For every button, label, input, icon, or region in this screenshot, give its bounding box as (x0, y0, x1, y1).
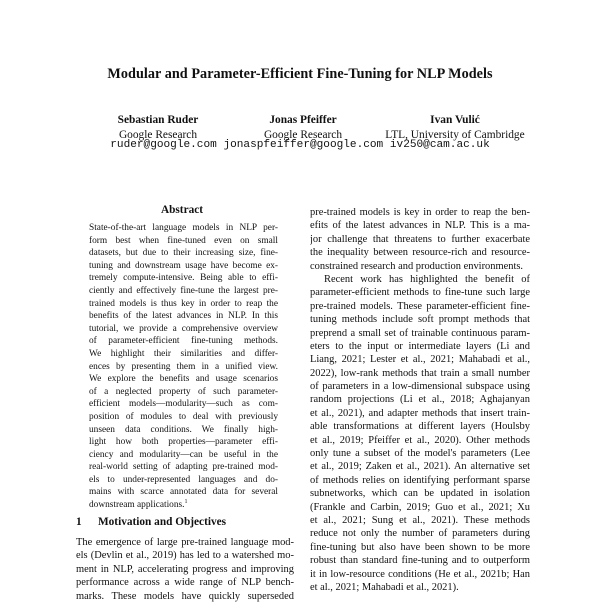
abstract-line: real-world setting of adapting pre-trained mod- (89, 462, 278, 473)
body-line: eters to the input or intermediate layers (Li and (310, 340, 530, 352)
body-line: able transformations at different layers (Houlsby (310, 421, 530, 433)
body-line: the inequality between resource-rich and resource- (310, 247, 530, 259)
abstract-line: We explore the benefits and usage scenarios (89, 374, 278, 385)
body-line: Liang, 2021; Lester et al., 2021; Mahabadi et al., (310, 354, 530, 366)
body-line: of parameters in a low-dimensional subspace using (310, 381, 530, 393)
body-line: et al., 2019; Zaken et al., 2021). An alternative set (310, 461, 530, 473)
body-line: et al., 2021), and adapter methods that insert train- (310, 407, 530, 419)
body-line: only tune a subset of the model's parameters (Lee (310, 448, 530, 460)
paper-title: Modular and Parameter-Efficient Fine-Tuning for NLP Models (107, 66, 493, 82)
body-line: et al., 2021; Sung et al., 2021). These methods (310, 514, 530, 526)
body-line: parameter-efficient methods to fine-tune such large (310, 287, 530, 299)
author-name: Jonas Pfeiffer (269, 114, 337, 126)
author-emails: ruder@google.com jonaspfeiffer@google.com iv250@cam.ac.uk (110, 139, 490, 151)
abstract-line: tremely compute-intensive. Being able to effi- (89, 273, 278, 284)
author-affiliation: LTL, University of Cambridge (385, 129, 525, 141)
body-line: efits of the latest advances in NLP. This is a ma- (310, 220, 530, 232)
abstract-line: ences by presenting them in a unified view. (89, 361, 278, 372)
body-line: robust than standard fine-tuning and to outperform (310, 555, 530, 567)
abstract-line: downstream applications.$^1$ (89, 499, 188, 511)
body-line: et al., 2019; Pfeiffer et al., 2020). Other methods (310, 434, 530, 446)
body-line: els (Devlin et al., 2019) has led to a watershed mo- (76, 550, 294, 562)
abstract-line: State-of-the-art language models in NLP per- (89, 223, 278, 233)
body-line: (Frankle and Carbin, 2019; Guo et al., 2021; Xu (310, 501, 530, 513)
body-line: pre-trained models. These parameter-efficient fine- (310, 300, 530, 312)
body-line: pre-trained models is key in order to reap the ben- (310, 207, 530, 218)
body-line: reduce not only the number of parameters during (310, 528, 530, 540)
author-affiliation: Google Research (263, 129, 343, 141)
abstract-line: of a neglected property of such parameter- (89, 386, 278, 397)
body-line: preprend a small set of trainable continuous param- (310, 327, 530, 339)
author-name: Ivan Vulić (430, 114, 480, 126)
body-line: ment in NLP, accelerating progress and improving (76, 563, 294, 575)
body-line: of methods relies on identifying performant sparse (310, 474, 530, 486)
abstract-body (89, 222, 278, 512)
body-line: constrained research and production environments. (310, 260, 524, 272)
section-title: Motivation and Objectives (98, 516, 227, 528)
body-line: jor challenge that threatens to further exacerbate (310, 233, 530, 245)
section-heading (76, 516, 226, 528)
abstract-line: trained models is thus key in order to reap the (89, 298, 278, 309)
abstract-line: light how both properties—parameter effi- (89, 437, 278, 448)
abstract-line: mains with scarce annotated data for several (89, 487, 278, 498)
abstract-line: unseen data conditions. We finally high- (89, 424, 278, 435)
body-line: fine-tuning but also have been shown to be more (310, 541, 530, 553)
abstract-line: form best when fine-tuned even on small (89, 235, 278, 246)
abstract-line: efficient models—modularity—such as com- (89, 399, 278, 410)
abstract-line: ciently and effectively fine-tune the largest pre- (89, 285, 278, 296)
body-line: subnetworks, which can be updated in isolation (310, 488, 530, 500)
author-affiliation: Google Research (118, 129, 198, 141)
author-name: Sebastian Ruder (117, 114, 199, 126)
abstract-line: tuning and downstream usage have become ex- (89, 260, 278, 271)
abstract-line: els to under-represented languages and do- (89, 474, 278, 485)
footnote-mark: 1 (184, 499, 188, 505)
body-line: 2022), low-rank methods that train a small number (310, 367, 530, 379)
section-number: 1 (76, 516, 82, 528)
abstract-line: tutorial, we provide a comprehensive overview (89, 323, 278, 334)
abstract-line: datasets, but due to their increasing size, fine- (89, 248, 278, 259)
right-column-body (310, 206, 530, 594)
body-line: et al., 2021; Mahabadi et al., 2021). (310, 581, 459, 593)
body-line: Recent work has highlighted the benefit of (324, 273, 530, 285)
body-line: marks. These models have quickly superseded (76, 590, 294, 602)
body-line: it in low-resource conditions (He et al., 2021b; Han (310, 568, 530, 580)
body-line: performance across a wide range of NLP bench- (76, 577, 294, 589)
section-body (76, 536, 294, 603)
body-line: The emergence of large pre-trained language mod- (76, 537, 294, 548)
abstract-line: benefits of the latest advances in NLP. In this (89, 311, 278, 322)
abstract-heading: Abstract (160, 204, 204, 216)
abstract-line: of parameter-efficient fine-tuning methods. (89, 336, 278, 347)
abstract-line: position of modules to deal with previously (89, 411, 278, 422)
abstract-line: We highlight their similarities and differ- (89, 348, 278, 359)
abstract-line: ciency and modularity—can be useful in the (89, 449, 278, 460)
body-line: tuning methods include soft prompt methods that (310, 314, 530, 326)
body-line: random projections (Li et al., 2018; Aghajanyan (310, 394, 530, 406)
